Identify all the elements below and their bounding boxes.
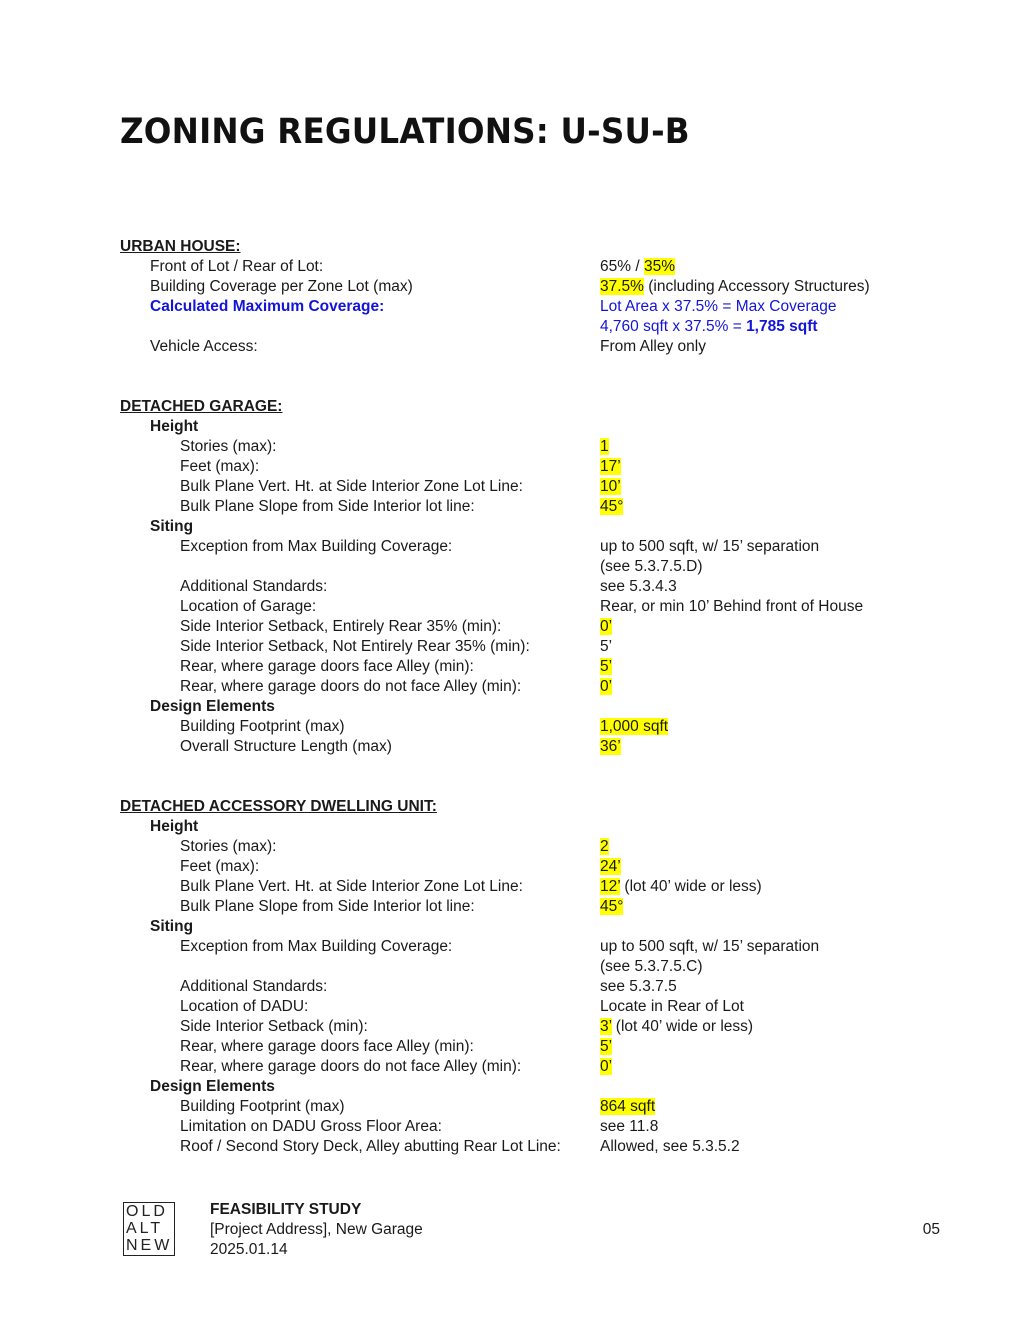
label-front-rear: Front of Lot / Rear of Lot: [150,258,324,275]
subheading-dadu-siting: Siting [150,918,194,935]
value-garage-setback-entire: 0’ [600,618,613,635]
value-front-pct: 65% / [600,258,644,275]
value-vehicle-access: From Alley only [600,338,706,355]
label-dadu-footprint: Building Footprint (max) [180,1098,345,1115]
label-garage-bulk-slope: Bulk Plane Slope from Side Interior lot line: [180,498,475,515]
value-garage-location: Rear, or min 10’ Behind front of House [600,598,864,615]
value-dadu-setback: 3’ (lot 40’ wide or less) [600,1018,754,1035]
label-garage-bulk-height: Bulk Plane Vert. Ht. at Side Interior Zone Lot Line: [180,478,523,495]
value-dadu-stories: 2 [600,838,609,855]
subheading-garage-design: Design Elements [150,698,275,715]
label-dadu-rear-noface: Rear, where garage doors do not face Alley (min): [180,1058,522,1075]
value-garage-exception-ref: (see 5.3.7.5.D) [600,558,703,575]
value-coverage-note: (including Accessory Structures) [643,278,870,295]
label-garage-rear-face: Rear, where garage doors face Alley (min): [180,658,474,675]
label-dadu-location: Location of DADU: [180,998,309,1015]
label-garage-rear-noface: Rear, where garage doors do not face Alley (min): [180,678,522,695]
value-garage-setback-not: 5’ [600,638,613,655]
value-garage-rear-face: 5’ [600,658,613,675]
label-dadu-deck: Roof / Second Story Deck, Alley abutting Rear Lot Line: [180,1138,561,1155]
label-dadu-exception: Exception from Max Building Coverage: [180,938,453,955]
value-garage-feet: 17’ [600,458,621,475]
label-garage-setback-entire: Side Interior Setback, Entirely Rear 35% (min): [180,618,502,635]
value-garage-bulk-height: 10’ [600,478,621,495]
label-dadu-bulk-slope: Bulk Plane Slope from Side Interior lot line: [180,898,475,915]
value-rear-pct: 35% [643,258,675,275]
label-garage-length: Overall Structure Length (max) [180,738,392,755]
footer-info [210,1200,423,1260]
subheading-dadu-height: Height [150,818,199,835]
footer-project-address: [Project Address], New Garage [210,1221,423,1238]
page-number: 05 [922,1221,940,1238]
value-front-rear [600,257,675,277]
label-calculated-coverage: Calculated Maximum Coverage: [150,298,385,315]
subheading-dadu-design: Design Elements [150,1078,275,1095]
label-dadu-bulk-height: Bulk Plane Vert. Ht. at Side Interior Zone Lot Line: [180,878,523,895]
company-logo: OLD ALT NEW [123,1202,175,1256]
value-dadu-deck: Allowed, see 5.3.5.2 [600,1138,740,1155]
value-garage-rear-noface: 0’ [600,678,613,695]
value-garage-footprint: 1,000 sqft [600,718,669,735]
value-dadu-exception: up to 500 sqft, w/ 15’ separation [600,938,820,955]
label-garage-setback-not: Side Interior Setback, Not Entirely Rear 35% (min): [180,638,530,655]
section-heading-urban-house: URBAN HOUSE: [120,238,241,255]
value-coverage-pct: 37.5% [600,278,644,295]
label-dadu-rear-face: Rear, where garage doors face Alley (min): [180,1038,474,1055]
label-garage-stories: Stories (max): [180,438,277,455]
label-dadu-setback: Side Interior Setback (min): [180,1018,368,1035]
value-dadu-gfa: see 11.8 [600,1118,659,1135]
value-dadu-feet: 24’ [600,858,621,875]
label-dadu-feet: Feet (max): [180,858,260,875]
value-building-coverage [600,277,870,297]
label-dadu-stories: Stories (max): [180,838,277,855]
value-dadu-bulk-height: 12’ (lot 40’ wide or less) [600,878,762,895]
value-calc-formula: Lot Area x 37.5% = Max Coverage [600,298,837,315]
value-calc-total: 1,785 sqft [746,318,818,335]
footer-study-title: FEASIBILITY STUDY [210,1201,362,1218]
subheading-garage-height: Height [150,418,199,435]
subheading-garage-siting: Siting [150,518,194,535]
value-garage-exception: up to 500 sqft, w/ 15’ separation [600,538,820,555]
value-dadu-exception-ref: (see 5.3.7.5.C) [600,958,703,975]
footer-date: 2025.01.14 [210,1241,288,1258]
label-garage-feet: Feet (max): [180,458,260,475]
label-dadu-gfa: Limitation on DADU Gross Floor Area: [180,1118,442,1135]
value-dadu-rear-noface: 0’ [600,1058,613,1075]
label-garage-footprint: Building Footprint (max) [180,718,345,735]
value-calc-result [600,317,818,337]
label-garage-exception: Exception from Max Building Coverage: [180,538,453,555]
label-dadu-additional: Additional Standards: [180,978,328,995]
value-calc-expression: 4,760 sqft x 37.5% = [600,318,747,335]
value-dadu-rear-face: 5’ [600,1038,613,1055]
value-garage-bulk-slope: 45° [600,498,624,515]
label-garage-location: Location of Garage: [180,598,317,615]
value-garage-length: 36’ [600,738,621,755]
section-heading-dadu: DETACHED ACCESSORY DWELLING UNIT: [120,798,437,815]
value-dadu-additional: see 5.3.7.5 [600,978,677,995]
value-dadu-location: Locate in Rear of Lot [600,998,744,1015]
label-building-coverage: Building Coverage per Zone Lot (max) [150,278,413,295]
label-garage-additional: Additional Standards: [180,578,328,595]
value-dadu-bulk-slope: 45° [600,898,624,915]
value-garage-stories: 1 [600,438,609,455]
page-title: ZONING REGULATIONS: U-SU-B [120,112,690,152]
label-vehicle-access: Vehicle Access: [150,338,258,355]
value-garage-additional: see 5.3.4.3 [600,578,677,595]
value-dadu-footprint: 864 sqft [600,1098,656,1115]
section-heading-garage: DETACHED GARAGE: [120,398,283,415]
